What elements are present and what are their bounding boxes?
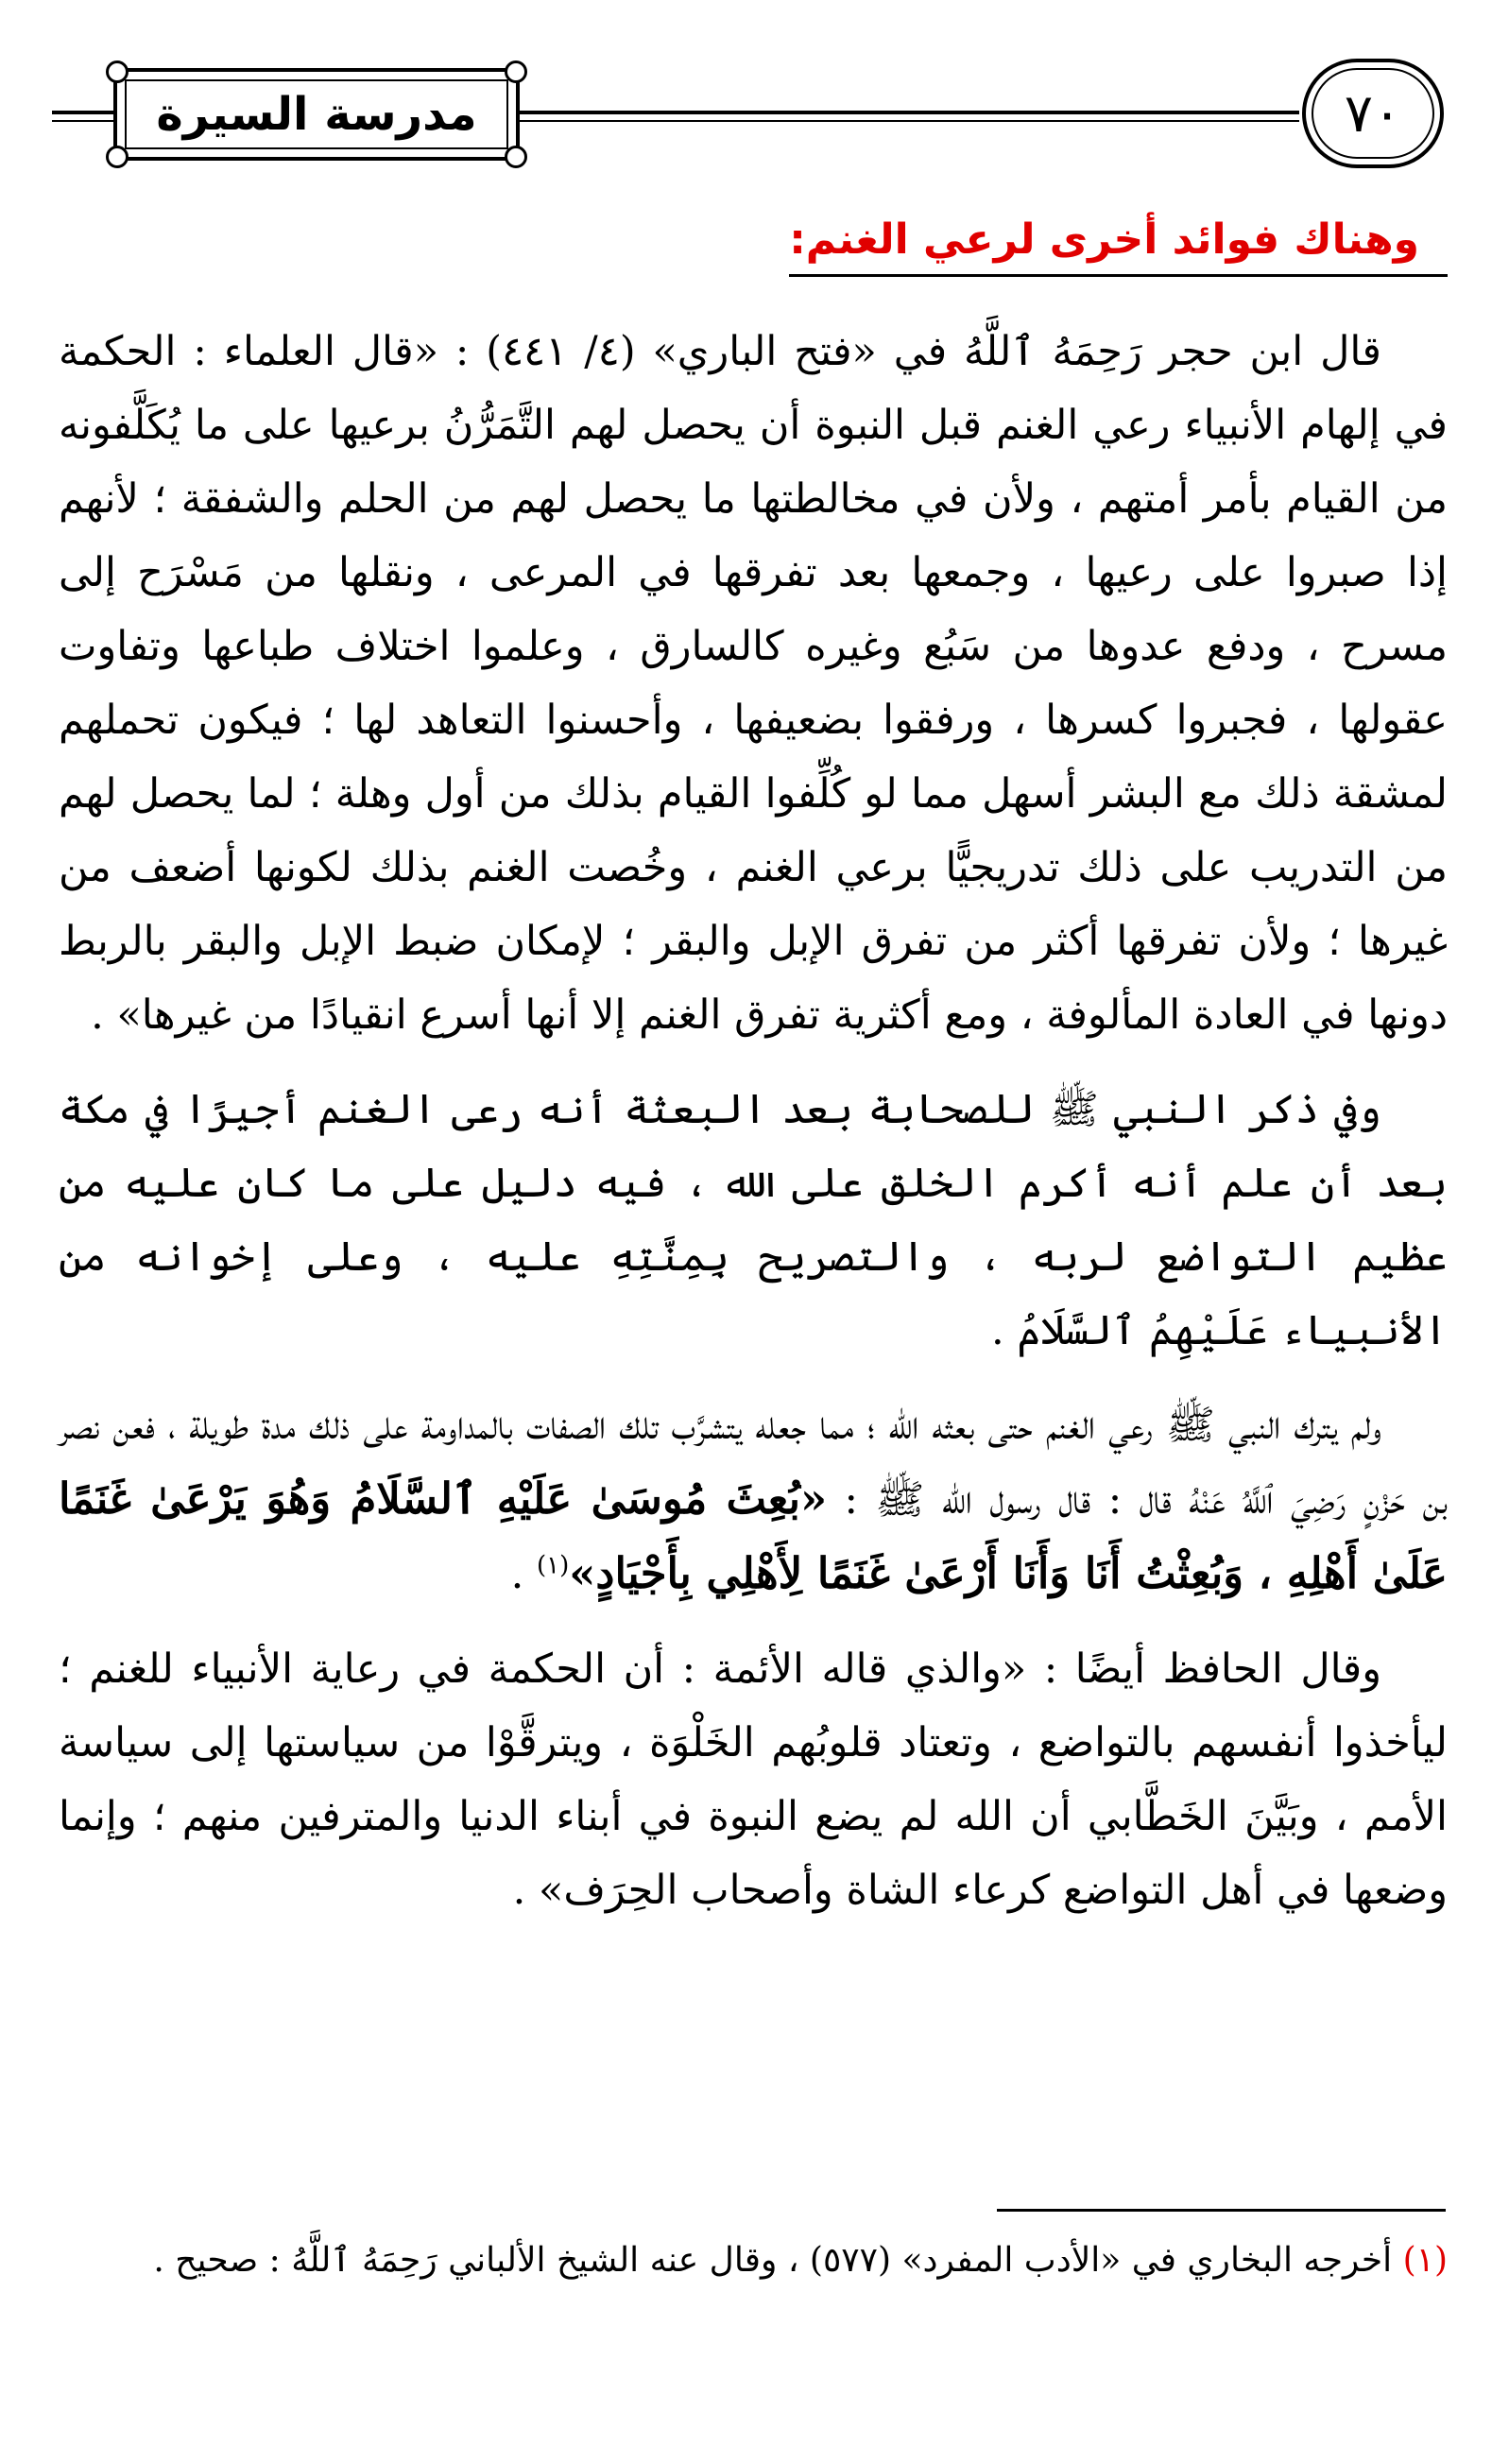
footnote bbox=[59, 2232, 1448, 2289]
footnote-reference[interactable]: (١) bbox=[537, 1551, 570, 1580]
corner-ornament-icon bbox=[106, 60, 129, 83]
hadith-quote: «بُعِثَ مُوسَىٰ عَلَيْهِ ٱلسَّلَامُ وَهُوَ يَرْعَىٰ غَنَمًا عَلَىٰ أَهْلِهِ ، وَبُعِثْتُ أَنَا وَأَنَا أَرْعَىٰ غَنَمًا لِأَهْلِي بِأَجْيَادٍ» bbox=[59, 1473, 1448, 1598]
footnote-text: أخرجه البخاري في «الأدب المفرد» (٥٧٧) ، وقال عنه الشيخ الألباني رَحِمَهُ ٱللَّهُ : صحيح . bbox=[153, 2241, 1393, 2280]
corner-ornament-icon bbox=[505, 60, 527, 83]
paragraph-end: . bbox=[510, 1551, 524, 1598]
book-title: مدرسة السيرة bbox=[156, 88, 477, 141]
page-number: ٧٠ bbox=[1344, 82, 1402, 145]
section-heading: وهناك فوائد أخرى لرعي الغنم: bbox=[789, 206, 1448, 277]
footnote-divider bbox=[997, 2209, 1446, 2212]
paragraph: قال ابن حجر رَحِمَهُ ٱللَّهُ في «فتح الباري» (٤/ ٤٤١) : «قال العلماء : الحكمة في إلهام الأنبياء رعي الغنم قبل النبوة أن يحصل لهم التَّمَرُّنُ برعيها على ما يُكَلَّفونه من القيام بأمر أمتهم ، ولأن في مخالطتها ما يحصل لهم من الحلم والشفقة ؛ لأنهم إذا صبروا على رعيها ، وجمعها بعد تفرقها في المرعى ، ونقلها من مَسْرَح إلى مسرح ، ودفع عدوها من سَبُع وغيره كالسارق ، وعلموا اختلاف طباعها وتفاوت عقولها ، فجبروا كسرها ، ورفقوا بضعيفها ، وأحسنوا التعاهد لها ؛ فيكون تحملهم لمشقة ذلك مع البشر أسهل مما لو كُلِّفوا القيام بذلك من أول وهلة ؛ لما يحصل لهم من التدريب على ذلك تدريجيًّا برعي الغنم ، وخُصت الغنم بذلك لكونها أضعف من غيرها ؛ ولأن تفرقها أكثر من تفرق الإبل والبقر ؛ لإمكان ضبط الإبل والبقر بالربط دونها في العادة المألوفة ، ومع أكثرية تفرق الغنم إلا أنها أسرع انقيادًا من غيرها» . bbox=[59, 328, 1448, 1039]
paragraph: وفي ذكر النبي ﷺ للصحابة بعد البعثة أنه رعى الغنم أجيرًا في مكة بعد أن علم أنه أكرم الخلق على الله ، فيه دليل على ما كان عليه من عظيم التواضع لربه ، والتصريح بِمِنَّتِهِ عليه ، وعلى إخوانه من الأنبياء عَلَيْهِمُ ٱلسَّلَامُ . bbox=[59, 1086, 1448, 1354]
paragraph: وقال الحافظ أيضًا : «والذي قاله الأئمة : أن الحكمة في رعاية الأنبياء للغنم ؛ ليأخذوا أنفسهم بالتواضع ، وتعتاد قلوبُهم الخَلْوَة ، ويترقَّوْا من سياستها إلى سياسة الأمم ، وبَيَّنَ الخَطَّابي أن الله لم يضع النبوة في أبناء الدنيا والمترفين منهم ؛ وإنما وضعها في أهل التواضع كرعاء الشاة وأصحاب الحِرَف» . bbox=[59, 1646, 1448, 1914]
book-title-frame bbox=[113, 68, 520, 161]
corner-ornament-icon bbox=[505, 146, 527, 168]
paragraph-text: ولم يترك النبي ﷺ رعي الغنم حتى بعثه الله ؛ مما جعله يتشرَّب تلك الصفات بالمداومة على ذلك مدة طويلة ، فعن نصر بن حَزْنٍ رَضِيَ ٱللَّهُ عَنْهُ قال : قال رسول الله ﷺ : bbox=[59, 1402, 1448, 1524]
main-text bbox=[59, 203, 1448, 1948]
page-number-frame bbox=[1302, 59, 1444, 168]
corner-ornament-icon bbox=[106, 146, 129, 168]
paragraph-hadith bbox=[59, 1388, 1448, 1611]
footnote-number: (١) bbox=[1402, 2241, 1448, 2280]
